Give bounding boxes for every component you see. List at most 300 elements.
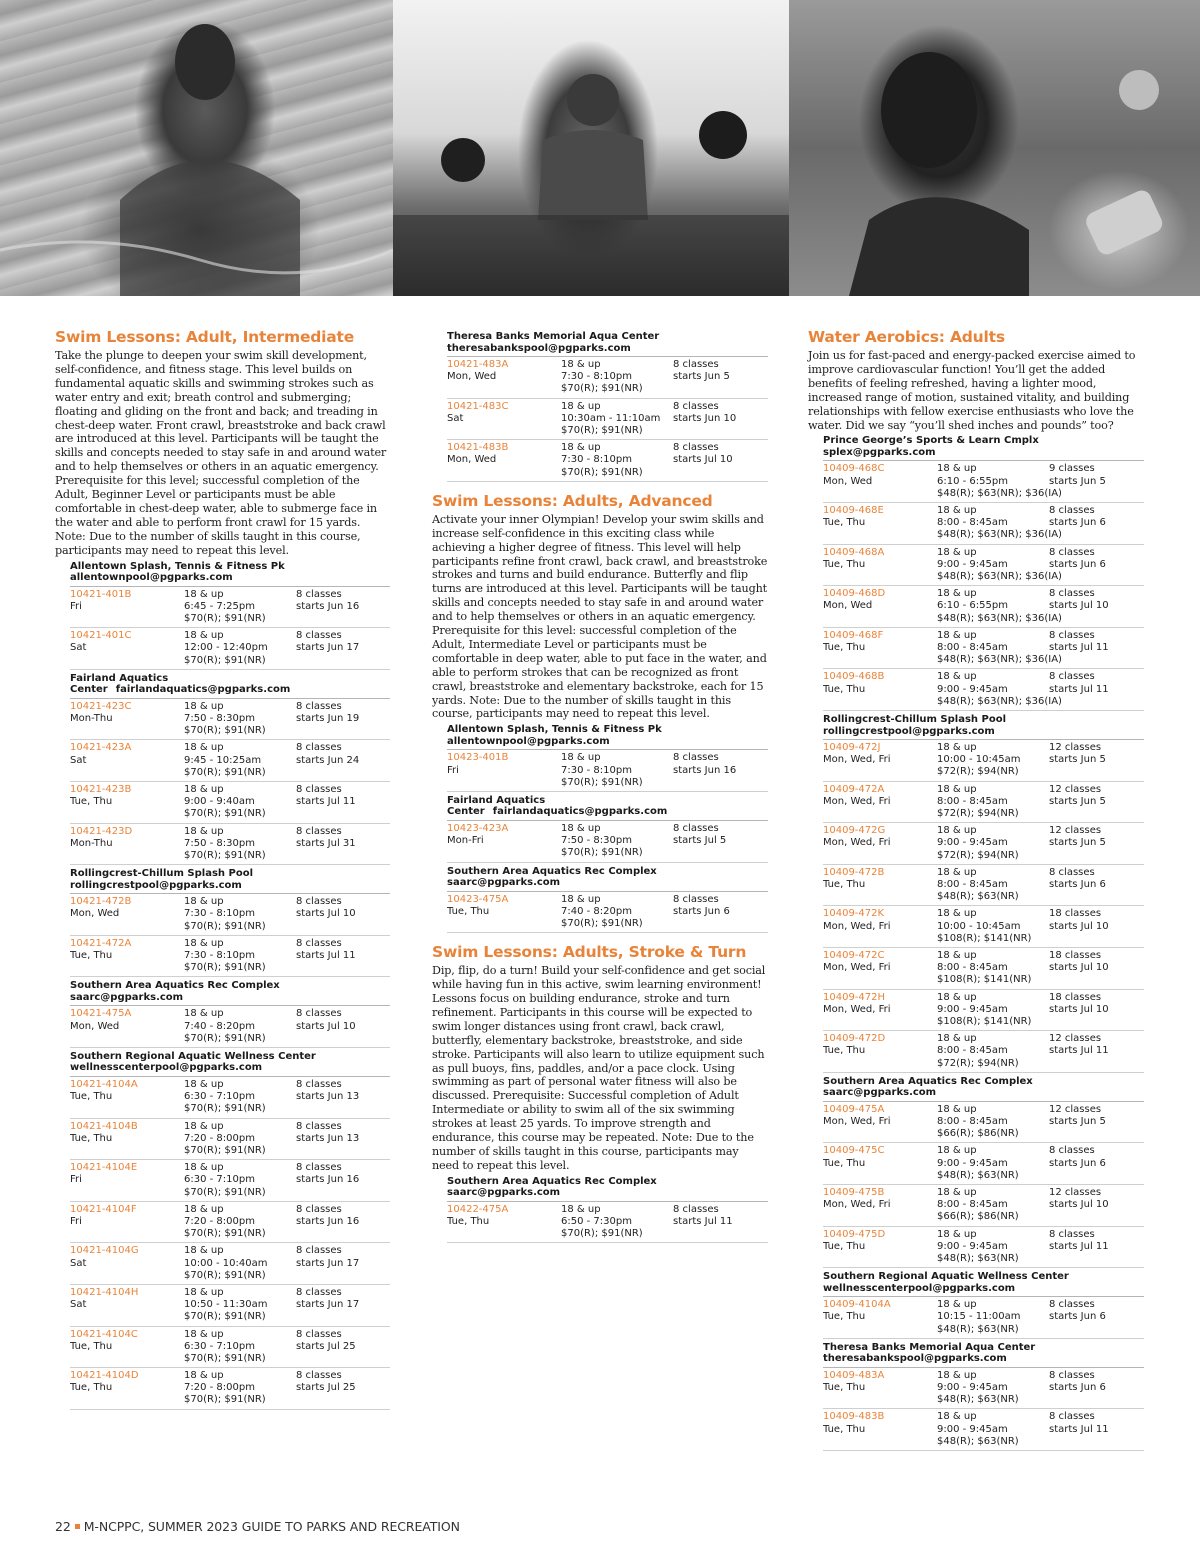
class-days: Tue, Thu <box>70 1132 113 1144</box>
class-count: 8 classes <box>1049 1369 1095 1381</box>
class-count: 8 classes <box>296 588 342 600</box>
class-row <box>70 1160 390 1202</box>
class-fee: $48(R); $63(NR); $36(IA) <box>937 612 1062 624</box>
class-start: starts Jun 5 <box>1049 1115 1106 1127</box>
class-count: 8 classes <box>296 1078 342 1090</box>
class-row <box>70 1243 390 1285</box>
class-days: Mon, Wed <box>447 371 497 383</box>
class-fee: $48(R); $63(NR) <box>937 1323 1019 1335</box>
footer-text: M-NCPPC, SUMMER 2023 GUIDE TO PARKS AND RECREATION <box>83 1519 460 1534</box>
class-fee: $72(R); $94(NR) <box>937 849 1019 861</box>
class-age: 18 & up <box>937 588 977 600</box>
location-header <box>823 435 1144 461</box>
class-time: 6:10 - 6:55pm <box>937 600 1008 612</box>
class-age: 18 & up <box>937 1299 977 1311</box>
class-age: 18 & up <box>937 866 977 878</box>
class-row <box>447 357 768 399</box>
class-count: 8 classes <box>296 742 342 754</box>
page-number: 22 <box>55 1519 71 1534</box>
class-code: 10409-483B <box>823 1411 885 1423</box>
class-days: Tue, Thu <box>70 1340 113 1352</box>
class-row <box>823 461 1144 503</box>
class-time: 8:00 - 8:45am <box>937 795 1008 807</box>
class-days: Tue, Thu <box>823 1240 866 1252</box>
class-count: 18 classes <box>1049 908 1102 920</box>
class-time: 9:00 - 9:45am <box>937 683 1008 695</box>
class-fee: $48(R); $63(NR); $36(IA) <box>937 487 1062 499</box>
class-age: 18 & up <box>937 908 977 920</box>
class-age: 18 & up <box>561 1203 601 1215</box>
class-count: 12 classes <box>1049 1186 1102 1198</box>
class-code: 10421-423A <box>70 742 132 754</box>
class-age: 18 & up <box>937 1369 977 1381</box>
class-fee: $70(R); $91(NR) <box>561 466 643 478</box>
class-time: 7:20 - 8:00pm <box>184 1132 255 1144</box>
class-fee: $48(R); $63(NR); $36(IA) <box>937 695 1062 707</box>
class-start: starts Jul 10 <box>1049 920 1109 932</box>
class-days: Tue, Thu <box>70 796 113 808</box>
class-time: 6:50 - 7:30pm <box>561 1215 632 1227</box>
class-age: 18 & up <box>561 822 601 834</box>
class-start: starts Jul 5 <box>673 835 727 847</box>
class-time: 7:30 - 8:10pm <box>561 371 632 383</box>
class-time: 9:00 - 9:45am <box>937 1003 1008 1015</box>
class-row <box>823 628 1144 670</box>
class-count: 18 classes <box>1049 991 1102 1003</box>
class-count: 8 classes <box>296 1008 342 1020</box>
class-days: Fri <box>70 1215 82 1227</box>
class-code: 10409-475B <box>823 1186 885 1198</box>
class-row <box>70 1077 390 1119</box>
class-days: Mon, Wed, Fri <box>823 920 891 932</box>
class-row <box>447 1202 768 1244</box>
class-row <box>823 1102 1144 1144</box>
location-name: Prince George’s Sports & Learn Cmplx <box>823 435 1039 447</box>
class-start: starts Jul 11 <box>1049 1423 1109 1435</box>
class-fee: $66(R); $86(NR) <box>937 1211 1019 1223</box>
class-age: 18 & up <box>184 700 224 712</box>
class-age: 18 & up <box>184 1245 224 1257</box>
class-count: 8 classes <box>296 896 342 908</box>
section-desc-water-aerobics: Join us for fast-paced and energy-packed exercise aimed to improve cardiovascular function! You’ll get the added benefits of feeling refreshed, having a lighter mood, increased range of motion, sustained vitality, and building relationships with fellow exercise enthusiasts who love the water. Did we say “you’ll shed inches and pounds” too? <box>808 349 1136 432</box>
location-name: Rollingcrest-Chillum Splash Pool <box>70 868 254 880</box>
location-email[interactable]: rollingcrestpool@pgparks.com <box>70 879 242 891</box>
class-count: 8 classes <box>296 1245 342 1257</box>
class-code: 10421-475A <box>70 1008 132 1020</box>
class-start: starts Jul 11 <box>673 1215 733 1227</box>
class-days: Tue, Thu <box>823 642 866 653</box>
location-header <box>70 673 390 699</box>
class-time: 7:50 - 8:30pm <box>184 837 255 849</box>
class-fee: $108(R); $141(NR) <box>937 932 1032 944</box>
class-time: 10:30am - 11:10am <box>561 412 661 424</box>
photo-water-aerobics <box>789 0 1200 296</box>
class-days: Sat <box>70 1299 87 1311</box>
location-email[interactable]: theresabankspool@pgparks.com <box>823 1353 1007 1365</box>
class-age: 18 & up <box>184 1328 224 1340</box>
class-time: 6:30 - 7:10pm <box>184 1340 255 1352</box>
class-days: Mon, Wed <box>447 454 497 466</box>
class-fee: $48(R); $63(NR); $36(IA) <box>937 654 1062 666</box>
class-fee: $48(R); $63(NR) <box>937 1394 1019 1406</box>
class-fee: $70(R); $91(NR) <box>184 1269 266 1281</box>
location-email[interactable]: wellnesscenterpool@pgparks.com <box>70 1062 263 1074</box>
location-list <box>432 1176 768 1244</box>
class-age: 18 & up <box>184 1078 224 1090</box>
location-name: Allentown Splash, Tennis & Fitness Pk <box>70 560 285 572</box>
class-fee: $70(R); $91(NR) <box>184 1228 266 1240</box>
class-count: 8 classes <box>673 359 719 370</box>
class-time: 6:10 - 6:55pm <box>937 475 1008 487</box>
class-row <box>447 750 768 792</box>
class-row <box>70 1368 390 1410</box>
location-email[interactable]: wellnesscenterpool@pgparks.com <box>823 1282 1016 1294</box>
class-time: 9:00 - 9:45am <box>937 558 1008 570</box>
class-code: 10421-483A <box>447 359 509 370</box>
class-row <box>447 821 768 863</box>
class-time: 9:00 - 9:45am <box>937 837 1008 849</box>
class-days: Tue, Thu <box>70 1091 113 1103</box>
class-start: starts Jul 25 <box>296 1340 356 1352</box>
class-time: 7:40 - 8:20pm <box>561 905 632 917</box>
class-code: 10421-423B <box>70 783 132 795</box>
class-row <box>823 1143 1144 1185</box>
class-start: starts Jul 25 <box>296 1382 356 1394</box>
class-row <box>70 1202 390 1244</box>
class-days: Sat <box>70 754 87 766</box>
location-email[interactable]: theresabankspool@pgparks.com <box>447 342 631 354</box>
class-code: 10421-483C <box>447 400 509 412</box>
class-count: 8 classes <box>1049 1299 1095 1311</box>
class-start: starts Jun 16 <box>296 600 360 612</box>
class-days: Sat <box>70 1257 87 1269</box>
class-fee: $48(R); $63(NR) <box>937 1435 1019 1447</box>
class-age: 18 & up <box>937 505 977 517</box>
class-fee: $72(R); $94(NR) <box>937 1057 1019 1069</box>
class-age: 18 & up <box>937 825 977 837</box>
page-footer <box>55 1519 460 1534</box>
class-time: 9:00 - 9:45am <box>937 1240 1008 1252</box>
class-days: Mon, Wed, Fri <box>823 1115 891 1127</box>
location-header <box>447 331 768 357</box>
class-age: 18 & up <box>184 937 224 949</box>
location-list <box>808 435 1144 1450</box>
class-count: 8 classes <box>673 1203 719 1215</box>
section-heading-stroke-turn: Swim Lessons: Adults, Stroke & Turn <box>432 943 747 962</box>
class-days: Tue, Thu <box>823 517 866 529</box>
class-code: 10409-472H <box>823 991 886 1003</box>
class-code: 10409-468E <box>823 505 884 517</box>
class-days: Fri <box>447 764 459 776</box>
class-start: starts Jul 10 <box>673 454 733 466</box>
class-fee: $108(R); $141(NR) <box>937 1015 1032 1027</box>
location-email[interactable]: fairlandaquatics@pgparks.com <box>115 684 291 696</box>
class-code: 10421-483B <box>447 442 509 454</box>
class-code: 10409-475C <box>823 1145 885 1157</box>
class-count: 12 classes <box>1049 783 1102 795</box>
class-age: 18 & up <box>937 1103 977 1115</box>
class-start: starts Jun 5 <box>1049 795 1106 807</box>
class-age: 18 & up <box>561 752 601 764</box>
class-time: 9:00 - 9:45am <box>937 1423 1008 1435</box>
location-list <box>432 724 768 933</box>
class-code: 10409-472A <box>823 783 885 795</box>
location-name: Theresa Banks Memorial Aqua Center <box>823 1341 1036 1353</box>
class-start: starts Jul 11 <box>296 796 356 808</box>
class-age: 18 & up <box>937 1186 977 1198</box>
class-time: 8:00 - 8:45am <box>937 1115 1008 1127</box>
class-count: 8 classes <box>1049 1411 1095 1423</box>
class-code: 10423-475A <box>447 893 509 905</box>
class-row <box>70 628 390 670</box>
class-fee: $70(R); $91(NR) <box>184 725 266 737</box>
class-time: 9:00 - 9:45am <box>937 1381 1008 1393</box>
class-days: Sat <box>447 412 464 424</box>
class-time: 12:00 - 12:40pm <box>184 642 268 654</box>
class-days: Mon, Wed <box>823 600 873 612</box>
class-age: 18 & up <box>937 742 977 753</box>
class-code: 10423-401B <box>447 752 509 764</box>
class-code: 10421-423D <box>70 825 133 837</box>
class-count: 8 classes <box>1049 546 1095 558</box>
location-email[interactable]: fairlandaquatics@pgparks.com <box>492 806 668 818</box>
location-email[interactable]: allentownpool@pgparks.com <box>447 735 610 747</box>
class-time: 7:30 - 8:10pm <box>561 454 632 466</box>
class-row <box>823 990 1144 1032</box>
location-name: Southern Area Aquatics Rec Complex <box>823 1075 1033 1087</box>
location-header <box>447 795 768 821</box>
section-heading-water-aerobics: Water Aerobics: Adults <box>808 328 1005 346</box>
class-time: 7:20 - 8:00pm <box>184 1215 255 1227</box>
class-time: 6:30 - 7:10pm <box>184 1174 255 1186</box>
class-count: 12 classes <box>1049 825 1102 837</box>
class-row <box>823 1297 1144 1339</box>
class-count: 8 classes <box>1049 1228 1095 1240</box>
class-count: 18 classes <box>1049 949 1102 961</box>
class-start: starts Jun 17 <box>296 1257 360 1269</box>
class-start: starts Jun 13 <box>296 1091 360 1103</box>
location-header <box>447 866 768 892</box>
class-start: starts Jun 17 <box>296 1299 360 1311</box>
class-count: 8 classes <box>1049 505 1095 517</box>
class-code: 10409-468C <box>823 463 885 475</box>
class-start: starts Jul 11 <box>1049 642 1109 653</box>
class-code: 10421-4104D <box>70 1370 139 1382</box>
class-code: 10409-483A <box>823 1369 885 1381</box>
class-code: 10423-423A <box>447 822 509 834</box>
class-code: 10409-472K <box>823 908 885 920</box>
class-fee: $48(R); $63(NR) <box>937 1169 1019 1181</box>
class-age: 18 & up <box>184 1008 224 1020</box>
class-start: starts Jun 6 <box>1049 878 1106 890</box>
class-code: 10421-401C <box>70 630 132 642</box>
class-days: Mon, Wed, Fri <box>823 1003 891 1015</box>
class-start: starts Jul 11 <box>1049 683 1109 695</box>
class-code: 10409-472G <box>823 825 886 837</box>
photo-man-swimming-art <box>0 0 393 296</box>
photo-adults-in-pool <box>393 0 789 296</box>
class-code: 10421-472B <box>70 896 132 908</box>
class-row <box>823 503 1144 545</box>
class-row <box>823 906 1144 948</box>
location-email[interactable]: saarc@pgparks.com <box>70 991 184 1003</box>
class-age: 18 & up <box>937 1411 977 1423</box>
class-start: starts Jul 10 <box>296 1020 356 1032</box>
location-header <box>447 1176 768 1202</box>
class-row <box>70 1327 390 1369</box>
class-time: 10:50 - 11:30am <box>184 1299 268 1311</box>
class-fee: $70(R); $91(NR) <box>561 847 643 859</box>
class-code: 10409-472D <box>823 1033 886 1045</box>
class-age: 18 & up <box>184 742 224 754</box>
class-days: Mon-Fri <box>447 835 484 847</box>
class-count: 12 classes <box>1049 742 1102 753</box>
class-count: 8 classes <box>296 1203 342 1215</box>
class-time: 6:30 - 7:10pm <box>184 1091 255 1103</box>
class-time: 10:00 - 10:40am <box>184 1257 268 1269</box>
class-fee: $70(R); $91(NR) <box>184 1103 266 1115</box>
class-code: 10409-4104A <box>823 1299 891 1311</box>
location-header <box>447 724 768 750</box>
class-code: 10421-4104H <box>70 1286 139 1298</box>
class-age: 18 & up <box>184 630 224 642</box>
location-name: Theresa Banks Memorial Aqua Center <box>447 331 660 342</box>
class-count: 8 classes <box>673 400 719 412</box>
class-age: 18 & up <box>937 671 977 683</box>
class-fee: $70(R); $91(NR) <box>184 766 266 778</box>
class-days: Tue, Thu <box>823 878 866 890</box>
location-email[interactable]: saarc@pgparks.com <box>447 877 561 889</box>
class-time: 9:00 - 9:45am <box>937 1157 1008 1169</box>
class-time: 7:50 - 8:30pm <box>561 835 632 847</box>
class-start: starts Jun 17 <box>296 642 360 654</box>
class-fee: $48(R); $63(NR); $36(IA) <box>937 571 1062 583</box>
class-row <box>70 1285 390 1327</box>
class-age: 18 & up <box>937 783 977 795</box>
class-days: Tue, Thu <box>447 1215 490 1227</box>
class-time: 7:30 - 8:10pm <box>561 764 632 776</box>
class-age: 18 & up <box>561 893 601 905</box>
class-days: Tue, Thu <box>823 1423 866 1435</box>
location-name: Southern Area Aquatics Rec Complex <box>447 1175 657 1187</box>
class-start: starts Jun 5 <box>1049 754 1106 766</box>
class-count: 8 classes <box>296 1162 342 1174</box>
class-start: starts Jun 10 <box>673 412 737 424</box>
class-count: 8 classes <box>1049 866 1095 878</box>
class-start: starts Jun 6 <box>1049 1157 1106 1169</box>
class-row <box>447 440 768 482</box>
class-fee: $70(R); $91(NR) <box>561 917 643 929</box>
class-days: Tue, Thu <box>823 1381 866 1393</box>
class-code: 10421-4104C <box>70 1328 138 1340</box>
class-start: starts Jun 19 <box>296 712 360 724</box>
class-time: 7:20 - 8:00pm <box>184 1382 255 1394</box>
class-code: 10421-4104G <box>70 1245 139 1257</box>
class-days: Tue, Thu <box>447 905 490 917</box>
class-fee: $70(R); $91(NR) <box>184 612 266 624</box>
class-code: 10421-472A <box>70 937 132 949</box>
class-count: 8 classes <box>673 822 719 834</box>
location-name: Southern Regional Aquatic Wellness Center <box>823 1271 1069 1283</box>
class-start: starts Jun 16 <box>296 1215 360 1227</box>
class-days: Mon, Wed, Fri <box>823 1199 891 1211</box>
class-row <box>823 823 1144 865</box>
class-fee: $66(R); $86(NR) <box>937 1128 1019 1140</box>
class-count: 8 classes <box>296 783 342 795</box>
class-start: starts Jun 6 <box>1049 517 1106 529</box>
class-age: 18 & up <box>184 1203 224 1215</box>
class-count: 8 classes <box>296 700 342 712</box>
section-desc-advanced: Activate your inner Olympian! Develop your swim skills and increase self-confidence in this exciting class while achieving a higher degree of fitness. This level will help participants refine front crawl, back crawl, and breaststroke strokes and turns and build endurance. Butterfly and flip turns are introduced at this level. Participants will be taught skills and concepts needed to stay safe in and around water and to help themselves or others in an aquatic emergency. Prerequisite for this level: successful completion of the Adult, Intermediate Level or participants must be comfortable in deep water, able to put face in the water, and able to perform strokes that can be recognized as front crawl, breaststroke and elementary backstroke, each for 15 yards. Note: Due to the number of skills taught in this course, participants may need to repeat this level. <box>432 512 768 721</box>
location-email[interactable]: allentownpool@pgparks.com <box>70 572 233 584</box>
section-desc-intermediate: Take the plunge to deepen your swim skill development, self-confidence, and fitness stage. This level builds on fundamental aquatic skills and swimming strokes such as water entry and exit; breath control and submerging; floating and gliding on the front and back; and treading in chest-deep water. Front crawl, breaststroke and back crawl are introduced at this level. Participants will be taught the skills and concepts needed to stay safe in and around water and to help themselves or others in an aquatic emergency. Prerequisite for this level; successful completion of the Adult, Beginner Level or participants must be able comfortable in chest-deep water, able to submerge face in the water and able to perform front crawl for 15 yards. Note: Due to the number of skills taught in this course, participants may need to repeat this level. <box>55 349 387 557</box>
location-email[interactable]: saarc@pgparks.com <box>823 1087 937 1099</box>
class-start: starts Jul 11 <box>1049 1045 1109 1057</box>
section-desc-stroke-turn: Dip, flip, do a turn! Build your self-confidence and get social while having fun in this active, swim learning environment! Lessons focus on building endurance, stroke and turn refinement. Participants in this course will be expected to swim longer distances using front crawl, back crawl, butterfly, elementary backstroke, breaststroke, and side stroke. Participants will also learn to utilize equipment such as pull buoys, fins, paddles, and/or a pace clock. Using swimming as part of personal water fitness will also be discussed. Prerequisite: Successful completion of Adult Intermediate or ability to swim all of the six swimming strokes at least 25 yards. To improve strength and endurance, this course may be repeated. Note: Due to the number of skills taught in this course, participants may need to repeat this level. <box>432 964 766 1172</box>
class-row <box>823 1185 1144 1227</box>
class-fee: $108(R); $141(NR) <box>937 974 1032 986</box>
class-age: 18 & up <box>184 1286 224 1298</box>
class-days: Tue, Thu <box>70 1382 113 1394</box>
class-time: 8:00 - 8:45am <box>937 517 1008 529</box>
location-header <box>823 1076 1144 1102</box>
class-start: starts Jul 10 <box>1049 1003 1109 1015</box>
class-row <box>823 782 1144 824</box>
location-name: Fairland Aquatics Center <box>447 794 546 818</box>
class-days: Mon, Wed, Fri <box>823 754 891 766</box>
class-age: 18 & up <box>937 546 977 558</box>
class-time: 8:00 - 8:45am <box>937 642 1008 653</box>
class-fee: $48(R); $63(NR); $36(IA) <box>937 529 1062 541</box>
class-fee: $70(R); $91(NR) <box>184 962 266 974</box>
class-fee: $70(R); $91(NR) <box>184 1394 266 1406</box>
location-name: Fairland Aquatics Center <box>70 672 169 696</box>
photo-adults-in-pool-art <box>393 0 789 296</box>
class-count: 8 classes <box>673 752 719 764</box>
location-email[interactable]: rollingcrestpool@pgparks.com <box>823 725 995 737</box>
class-row <box>70 936 390 978</box>
class-count: 8 classes <box>296 937 342 949</box>
location-list <box>55 561 390 1410</box>
class-count: 8 classes <box>673 893 719 905</box>
class-time: 8:00 - 8:45am <box>937 878 1008 890</box>
class-days: Tue, Thu <box>70 949 113 961</box>
location-header <box>70 1051 390 1077</box>
class-days: Tue, Thu <box>823 1157 866 1169</box>
class-count: 8 classes <box>296 1370 342 1382</box>
class-row <box>70 1119 390 1161</box>
class-code: 10421-4104A <box>70 1078 138 1090</box>
location-email[interactable]: saarc@pgparks.com <box>447 1187 561 1199</box>
location-header <box>70 980 390 1006</box>
class-code: 10421-423C <box>70 700 132 712</box>
class-code: 10409-468F <box>823 629 884 641</box>
class-count: 8 classes <box>1049 1145 1095 1157</box>
class-start: starts Jun 24 <box>296 754 360 766</box>
location-header <box>823 1342 1144 1368</box>
class-age: 18 & up <box>561 359 601 370</box>
location-email[interactable]: splex@pgparks.com <box>823 446 936 458</box>
class-code: 10422-475A <box>447 1203 509 1215</box>
class-age: 18 & up <box>937 1033 977 1045</box>
class-start: starts Jun 5 <box>673 371 730 383</box>
class-row <box>447 892 768 934</box>
location-header <box>823 1271 1144 1297</box>
class-fee: $70(R); $91(NR) <box>184 1311 266 1323</box>
class-code: 10409-472B <box>823 866 885 878</box>
class-fee: $70(R); $91(NR) <box>561 424 643 436</box>
class-start: starts Jun 6 <box>1049 558 1106 570</box>
